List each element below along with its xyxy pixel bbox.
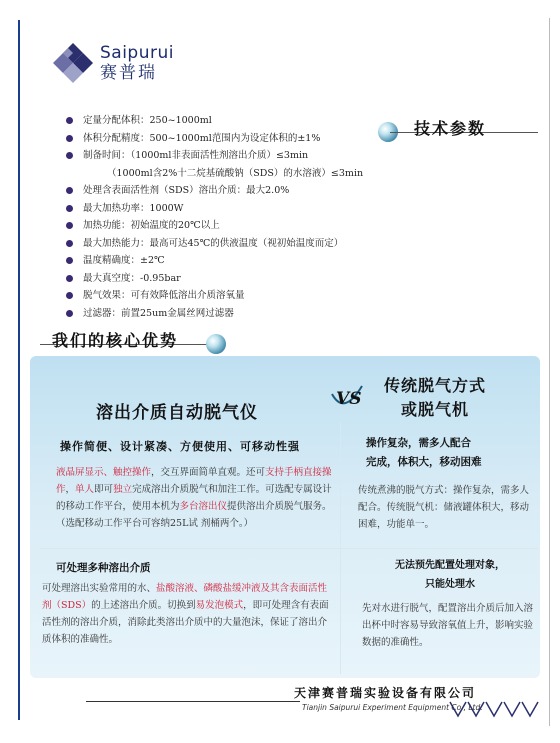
sphere-icon (206, 334, 226, 354)
bullet-icon (66, 222, 73, 229)
list-sub-item: （1000ml含2%十二烷基硫酸钠（SDS）的水溶液）≤3min (107, 167, 364, 179)
tech-params-title: 技术参数 (414, 119, 487, 138)
brand-name-cn: 赛普瑞 (100, 62, 157, 83)
bullet-icon (66, 152, 73, 159)
list-item: 最大真空度：-0.95bar (66, 270, 386, 288)
bullet-icon (66, 135, 73, 142)
advantages-header (40, 322, 240, 352)
list-item: 温度精确度：±2℃ (66, 252, 386, 270)
feature-description: 液晶屏显示、触控操作，交互界面简单直观。还可支持手柄直接操作，单人即可独立完成溶出介质脱气和加注工作。可选配专属设计的移动工作平台，使用本机为多台溶出仪提供溶出介质脱气服务。（选配移动工作平台可容纳25L试 剂桶两个。） (56, 467, 332, 529)
list-item: 体积分配精度：500~1000ml范围内为设定体积的±1% (66, 130, 386, 148)
row-divider (40, 548, 538, 549)
left-border-rule (18, 20, 20, 720)
bullet-icon (66, 205, 73, 212)
list-item: 制备时间：（1000ml非表面活性剂溶出介质）≤3min (66, 147, 386, 165)
company-name-cn: 天津赛普瑞实验设备有限公司 (294, 686, 477, 700)
drawback-description: 先对水进行脱气，配置溶出介质后加入溶出杯中时容易导致溶氧值上升，影响实验数据的准确性。 (362, 603, 534, 648)
bullet-icon (66, 117, 73, 124)
list-item: 脱气效果：可有效降低溶出介质溶氧量 (66, 287, 386, 305)
brand-name-en: Saipurui (100, 42, 174, 63)
tech-params-header (378, 112, 538, 142)
bullet-icon (66, 257, 73, 264)
bullet-icon (66, 240, 73, 247)
logo-mark-icon (52, 42, 94, 84)
right-border-rule (549, 18, 550, 726)
company-logo (52, 42, 174, 84)
chevron-pattern-icon (448, 700, 540, 718)
vs-emblem (328, 380, 368, 420)
footer-rule (86, 701, 300, 702)
feature-description: 可处理溶出实验常用的水、盐酸溶液、磷酸盐缓冲液及其含表面活性剂（SDS）的上述溶出介质。切换到易发泡模式，即可处理含有表面活性剂的溶出介质，消除此类溶出介质中的大量泡沫，保证了溶出介质体积的准确性。 (42, 583, 329, 645)
tech-params-list (66, 112, 386, 322)
list-item: 过滤器：前置25um金属丝网过滤器 (66, 305, 386, 323)
drawback-heading: 无法预先配置处理对象， 只能处理水 (395, 560, 505, 590)
feature-heading: 可处理多种溶出介质 (56, 562, 151, 574)
drawback-heading: 操作复杂，需多人配合 完成，体积大，移动困难 (366, 437, 482, 468)
bullet-icon (66, 187, 73, 194)
drawback-description: 传统煮沸的脱气方式：操作复杂，需多人配合。传统脱气机：储液罐体积大，移动困难，功能单一。 (358, 485, 530, 530)
bullet-icon (66, 275, 73, 282)
list-item: 最大加热功率：1000W (66, 200, 386, 218)
vs-label: VS (336, 389, 362, 409)
company-name-en: Tianjin Saipurui Experiment Equipment Co., Ltd. (302, 703, 483, 712)
left-column-heading: 溶出介质自动脱气仪 (96, 403, 258, 423)
list-item: 最大加热能力：最高可达45℃的供液温度（视初始温度而定） (66, 235, 386, 253)
list-item: 加热功能：初始温度的20℃以上 (66, 217, 386, 235)
bullet-icon (66, 292, 73, 299)
feature-heading: 操作简便、设计紧凑、方便使用、可移动性强 (60, 440, 300, 453)
list-item: 处理含表面活性剂（SDS）溶出介质：最大2.0% (66, 182, 386, 200)
bullet-icon (66, 310, 73, 317)
right-column-heading: 传统脱气方式 或脱气机 (383, 376, 486, 419)
advantages-title: 我们的核心优势 (52, 331, 179, 350)
list-item: 定量分配体积：250~1000ml (66, 112, 386, 130)
